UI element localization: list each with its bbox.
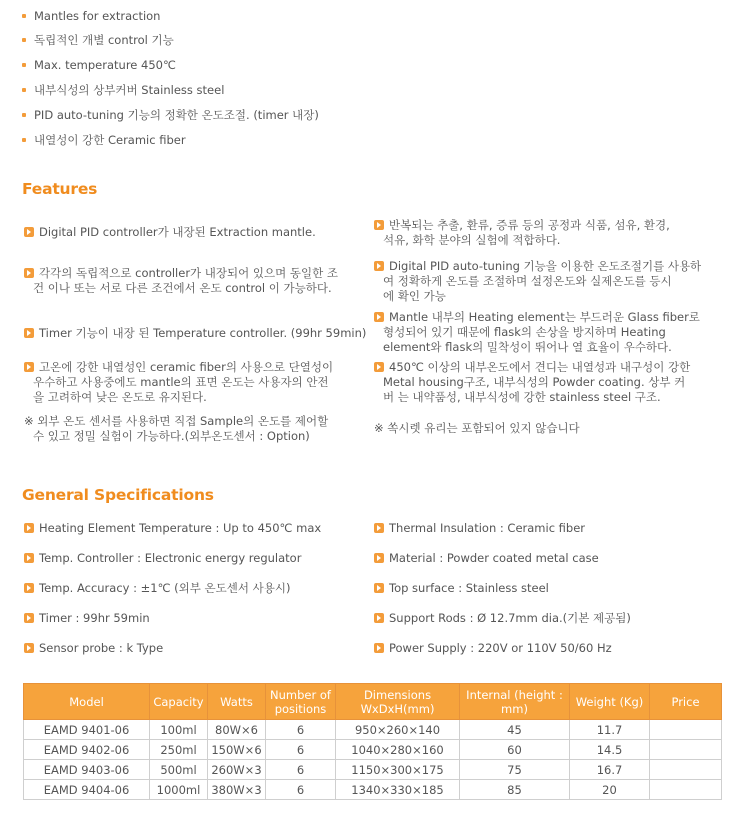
- cell-price: [650, 780, 722, 800]
- spec-item: Heating Element Temperature : Up to 450℃ max: [24, 520, 321, 536]
- bullet-dot: [22, 14, 26, 18]
- bullet-dot: [22, 88, 26, 92]
- feature-item: 450℃ 이상의 내부온도에서 견디는 내열성과 내구성이 강한 Metal housing구조, 내부식성의 Powder coating. 상부 커 버 는 내약품성, 내부식성에 강한 stainless steel 구조.: [374, 360, 690, 405]
- arrow-right-icon: [374, 553, 384, 563]
- table-row: [24, 780, 722, 800]
- arrow-right-icon: [24, 553, 34, 563]
- cell-model: EAMD 9403-06: [24, 760, 150, 780]
- feature-item: 각각의 독립적으로 controller가 내장되어 있으며 동일한 조 건 이나 또는 서로 다른 조건에서 온도 control 이 가능하다.: [24, 266, 338, 296]
- cell-model: EAMD 9404-06: [24, 780, 150, 800]
- cell-model: EAMD 9401-06: [24, 720, 150, 740]
- spec-item: Support Rods : Ø 12.7mm dia.(기본 제공됨): [374, 610, 631, 626]
- cell-positions: 6: [266, 720, 336, 740]
- cell-capacity: 100ml: [150, 720, 208, 740]
- arrow-right-icon: [374, 613, 384, 623]
- cell-capacity: 500ml: [150, 760, 208, 780]
- header-capacity: Capacity: [150, 684, 208, 720]
- spec-item: Top surface : Stainless steel: [374, 580, 549, 596]
- cell-positions: 6: [266, 780, 336, 800]
- spec-item: Sensor probe : k Type: [24, 640, 163, 656]
- cell-internal: 75: [460, 760, 570, 780]
- feature-item: 고온에 강한 내열성인 ceramic fiber의 사용으로 단열성이 우수하고 사용중에도 mantle의 표면 온도는 사용자의 안전 을 고려하여 낮은 온도로 유지된다.: [24, 360, 333, 405]
- header-dimensions: Dimensions WxDxH(mm): [336, 684, 460, 720]
- feature-item: 반복되는 추출, 환류, 증류 등의 공정과 식품, 섬유, 환경, 석유, 화학 분야의 실험에 적합하다.: [374, 218, 670, 248]
- bullet-dot: [22, 138, 26, 142]
- spec-item: Power Supply : 220V or 110V 50/60 Hz: [374, 640, 612, 656]
- header-internal: Internal (height : mm): [460, 684, 570, 720]
- arrow-right-icon: [24, 643, 34, 653]
- spec-item: Temp. Controller : Electronic energy regulator: [24, 550, 301, 566]
- bullet-dot: [22, 113, 26, 117]
- cell-capacity: 1000ml: [150, 780, 208, 800]
- arrow-right-icon: [374, 523, 384, 533]
- spec-item: Material : Powder coated metal case: [374, 550, 599, 566]
- header-price: Price: [650, 684, 722, 720]
- intro-item: Max. temperature 450℃: [34, 58, 176, 72]
- cell-price: [650, 740, 722, 760]
- arrow-right-icon: [374, 220, 384, 230]
- arrow-right-icon: [374, 261, 384, 271]
- cell-watts: 380W×3: [208, 780, 266, 800]
- feature-item: Digital PID controller가 내장된 Extraction mantle.: [24, 225, 316, 240]
- header-model: Model: [24, 684, 150, 720]
- cell-dimensions: 1340×330×185: [336, 780, 460, 800]
- table-header-row: [24, 684, 722, 720]
- cell-price: [650, 760, 722, 780]
- cell-watts: 150W×6: [208, 740, 266, 760]
- arrow-right-icon: [24, 227, 34, 237]
- cell-positions: 6: [266, 760, 336, 780]
- intro-item: PID auto-tuning 기능의 정확한 온도조절. (timer 내장): [34, 108, 319, 122]
- spec-item: Timer : 99hr 59min: [24, 610, 150, 626]
- cell-internal: 45: [460, 720, 570, 740]
- cell-weight: 20: [570, 780, 650, 800]
- header-positions: Number of positions: [266, 684, 336, 720]
- cell-internal: 60: [460, 740, 570, 760]
- cell-internal: 85: [460, 780, 570, 800]
- cell-model: EAMD 9402-06: [24, 740, 150, 760]
- intro-item: 내열성이 강한 Ceramic fiber: [34, 133, 186, 147]
- cell-watts: 260W×3: [208, 760, 266, 780]
- table-row: [24, 740, 722, 760]
- cell-price: [650, 720, 722, 740]
- intro-item: Mantles for extraction: [34, 9, 161, 23]
- table-row: [24, 760, 722, 780]
- arrow-right-icon: [24, 268, 34, 278]
- cell-watts: 80W×6: [208, 720, 266, 740]
- header-watts: Watts: [208, 684, 266, 720]
- cell-dimensions: 1150×300×175: [336, 760, 460, 780]
- feature-item: Mantle 내부의 Heating element는 부드러운 Glass fiber로 형성되어 있기 때문에 flask의 손상을 방지하며 Heating element와 flask의 밀착성이 뛰어나 열 효율이 우수하다.: [374, 310, 700, 355]
- arrow-right-icon: [374, 362, 384, 372]
- spec-table: [23, 683, 722, 800]
- arrow-right-icon: [24, 583, 34, 593]
- intro-item: 내부식성의 상부커버 Stainless steel: [34, 83, 225, 97]
- arrow-right-icon: [24, 328, 34, 338]
- cell-dimensions: 1040×280×160: [336, 740, 460, 760]
- feature-item: Digital PID auto-tuning 기능을 이용한 온도조절기를 사용하 여 정확하게 온도를 조절하며 설정온도와 실제온도를 등시 에 확인 가능: [374, 259, 701, 304]
- arrow-right-icon: [24, 362, 34, 372]
- spec-item: Temp. Accuracy : ±1℃ (외부 온도센서 사용시): [24, 580, 290, 596]
- arrow-right-icon: [374, 312, 384, 322]
- cell-weight: 11.7: [570, 720, 650, 740]
- cell-weight: 16.7: [570, 760, 650, 780]
- arrow-right-icon: [374, 643, 384, 653]
- feature-item: Timer 기능이 내장 된 Temperature controller. (99hr 59min): [24, 326, 366, 341]
- features-title: Features: [22, 180, 98, 198]
- bullet-dot: [22, 63, 26, 67]
- arrow-right-icon: [374, 583, 384, 593]
- cell-capacity: 250ml: [150, 740, 208, 760]
- specs-title: General Specifications: [22, 486, 214, 504]
- cell-weight: 14.5: [570, 740, 650, 760]
- feature-note: ※ 외부 온도 센서를 사용하면 직접 Sample의 온도를 제어할 수 있고 정밀 실험이 가능하다.(외부온도센서 : Option): [24, 414, 329, 443]
- spec-item: Thermal Insulation : Ceramic fiber: [374, 520, 585, 536]
- header-weight: Weight (Kg): [570, 684, 650, 720]
- arrow-right-icon: [24, 613, 34, 623]
- cell-dimensions: 950×260×140: [336, 720, 460, 740]
- intro-item: 독립적인 개별 control 기능: [34, 33, 174, 47]
- bullet-dot: [22, 38, 26, 42]
- feature-note: ※ 쏙시렛 유리는 포함되어 있지 않습니다: [374, 421, 580, 435]
- arrow-right-icon: [24, 523, 34, 533]
- cell-positions: 6: [266, 740, 336, 760]
- table-row: [24, 720, 722, 740]
